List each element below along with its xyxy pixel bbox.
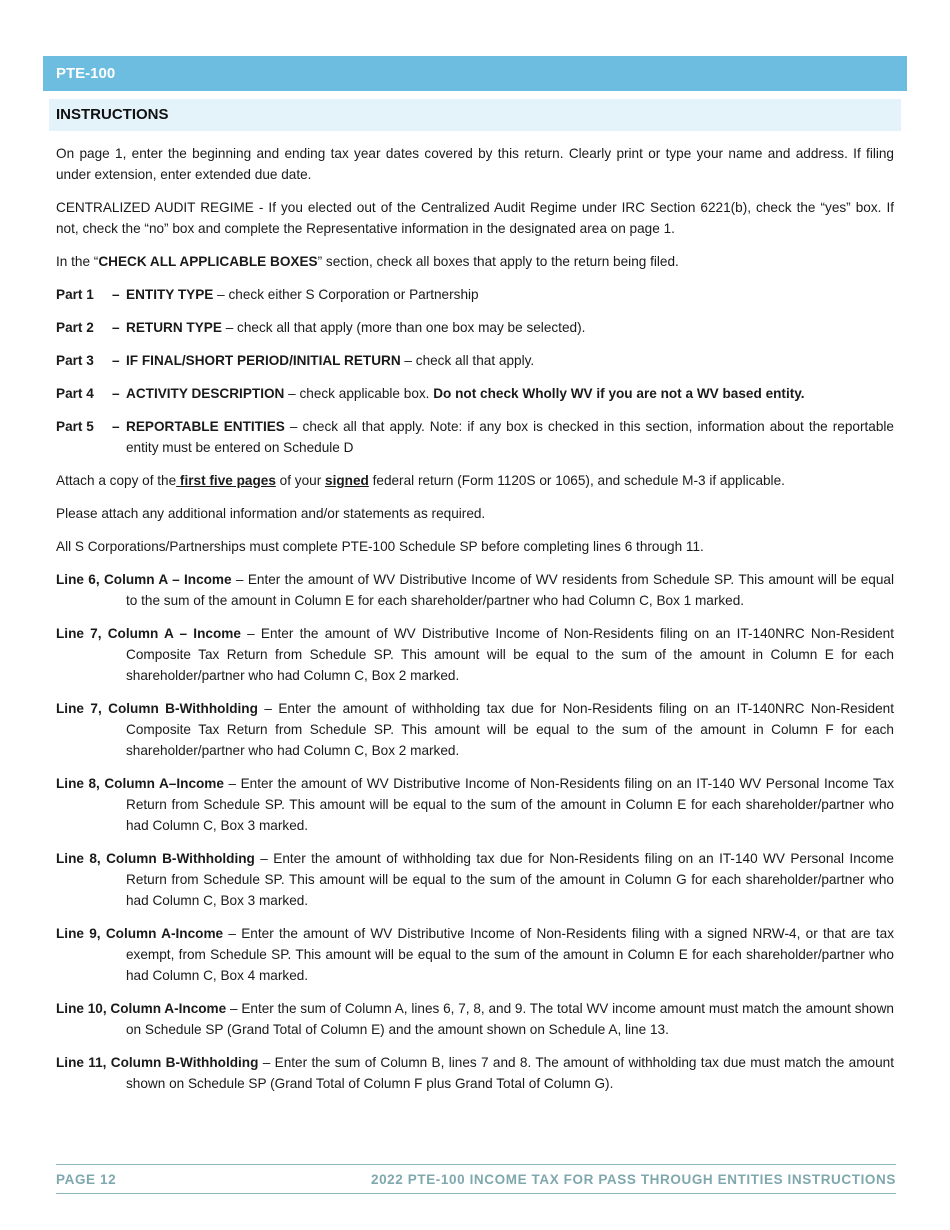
line-7a-instruction xyxy=(56,623,894,686)
line-10-instruction xyxy=(56,998,894,1040)
part-number: Part 3 xyxy=(56,353,94,368)
line-label: Line 7, Column B-Withholding xyxy=(56,701,258,716)
part-title: REPORTABLE ENTITIES xyxy=(126,419,285,434)
page-footer xyxy=(56,1164,896,1194)
intro-paragraph-audit-regime: CENTRALIZED AUDIT REGIME - If you elected out of the Centralized Audit Regime under IRC Section 6221(b), check the “yes” box. If not, check the “no” box and complete the Representative information in the designated area on page 1. xyxy=(56,200,894,236)
part-description xyxy=(126,383,894,404)
signed-emphasis: signed xyxy=(325,473,369,488)
text-span: In the “ xyxy=(56,254,99,269)
page-number: PAGE 12 xyxy=(56,1171,117,1187)
part-description xyxy=(126,284,894,305)
text-span: federal return (Form 1120S or 1065), and schedule M-3 if applicable. xyxy=(368,473,785,488)
form-id: PTE-100 xyxy=(56,65,116,82)
line-label: Line 10, Column A-Income xyxy=(56,1001,227,1016)
line-7b-instruction xyxy=(56,698,894,761)
part-text: – check all that apply. xyxy=(400,353,535,368)
part-number: Part 2 xyxy=(56,320,94,335)
line-text: – Enter the amount of WV Distributive Income of Non-Residents filing on an IT-140 WV Personal Income Tax Return from Schedule SP. This amount will be equal to the sum of the amount in Column E for each shareholder/partner who had Column C, Box 3 marked. xyxy=(126,776,894,833)
line-label: Line 6, Column A – Income xyxy=(56,572,232,587)
line-text: – Enter the amount of WV Distributive Income of Non-Residents filing with a signed NRW-4, or that are tax exempt, from Schedule SP. This amount will be equal to the sum of the amount in Column E for each shareholder/partner who had Column C, Box 4 marked. xyxy=(126,926,894,983)
part-1 xyxy=(56,284,894,305)
line-text: – Enter the sum of Column A, lines 6, 7, 8, and 9. The total WV income amount must match the amount shown on Schedule SP (Grand Total of Column E) and the amount shown on Schedule A, line 13. xyxy=(126,1001,894,1037)
part-number: Part 4 xyxy=(56,386,94,401)
line-label: Line 8, Column A–Income xyxy=(56,776,224,791)
part-4 xyxy=(56,383,894,404)
part-2 xyxy=(56,317,894,338)
intro-paragraph-check-boxes xyxy=(56,251,894,272)
attach-federal-return-paragraph xyxy=(56,470,894,491)
part-dash: – xyxy=(112,419,120,434)
text-span: ” section, check all boxes that apply to the return being filed. xyxy=(317,254,679,269)
line-text: – Enter the amount of withholding tax due for Non-Residents filing on an IT-140NRC Non-Resident Composite Tax Return from Schedule SP. This amount will be equal to the sum of the amount in Column F for each shareholder/partner who had Column C, Box 2 marked. xyxy=(126,701,895,758)
part-number: Part 1 xyxy=(56,287,94,302)
part-title: ACTIVITY DESCRIPTION xyxy=(126,386,285,401)
line-6-instruction xyxy=(56,569,894,611)
line-text: – Enter the amount of WV Distributive Income of Non-Residents filing on an IT-140NRC Non-Resident Composite Tax Return from Schedule SP. This amount will be equal to the sum of the amount in Column E for each shareholder/partner who had Column C, Box 2 marked. xyxy=(126,626,894,683)
line-8b-instruction xyxy=(56,848,894,911)
part-title: IF FINAL/SHORT PERIOD/INITIAL RETURN xyxy=(126,353,401,368)
part-text: – check all that apply. Note: if any box is checked in this section, information about the reportable entity must be entered on Schedule D xyxy=(126,419,894,455)
part-5 xyxy=(56,416,894,458)
section-title: INSTRUCTIONS xyxy=(56,106,169,123)
text-span: of your xyxy=(275,473,326,488)
part-description xyxy=(126,317,894,338)
part-text: – check applicable box. xyxy=(284,386,434,401)
additional-info-paragraph: Please attach any additional information and/or statements as required. xyxy=(56,506,486,521)
line-label: Line 7, Column A – Income xyxy=(56,626,241,641)
part-description xyxy=(126,416,894,458)
part-number: Part 5 xyxy=(56,419,94,434)
part-dash: – xyxy=(112,320,120,335)
part-3 xyxy=(56,350,894,371)
first-five-pages-emphasis: first five pages xyxy=(176,473,276,488)
intro-paragraph-dates: On page 1, enter the beginning and ending tax year dates covered by this return. Clearly print or type your name and address. If filing under extension, enter extended due date. xyxy=(56,146,894,182)
line-label: Line 8, Column B-Withholding xyxy=(56,851,255,866)
line-text: – Enter the amount of WV Distributive Income of WV residents from Schedule SP. This amount will be equal to the sum of the amount in Column E for each shareholder/partner who had Column C, Box 1 marked. xyxy=(126,572,894,608)
part-title: RETURN TYPE xyxy=(126,320,222,335)
footer-title: 2022 PTE-100 INCOME TAX FOR PASS THROUGH ENTITIES INSTRUCTIONS xyxy=(370,1171,896,1187)
part-text: – check all that apply (more than one box may be selected). xyxy=(221,320,586,335)
section-title-banner xyxy=(49,99,901,131)
line-8a-instruction xyxy=(56,773,894,836)
text-span: Attach a copy of the xyxy=(56,473,177,488)
schedule-sp-paragraph: All S Corporations/Partnerships must complete PTE-100 Schedule SP before completing lines 6 through 11. xyxy=(56,539,704,554)
part-description xyxy=(126,350,894,371)
line-label: Line 9, Column A-Income xyxy=(56,926,224,941)
part-title: ENTITY TYPE xyxy=(126,287,214,302)
line-11-instruction xyxy=(56,1052,894,1094)
line-9-instruction xyxy=(56,923,894,986)
line-label: Line 11, Column B-Withholding xyxy=(56,1055,259,1070)
part-dash: – xyxy=(112,386,120,401)
part-dash: – xyxy=(112,353,120,368)
form-id-banner xyxy=(43,56,907,91)
instructions-body xyxy=(56,143,894,1106)
part-text: – check either S Corporation or Partnership xyxy=(213,287,479,302)
part-dash: – xyxy=(112,287,120,302)
part-bold-note: Do not check Wholly WV if you are not a WV based entity. xyxy=(433,386,805,401)
line-text: – Enter the amount of withholding tax due for Non-Residents filing on an IT-140 WV Personal Income Return from Schedule SP. This amount will be equal to the sum of the amount in Column G for each shareholder/partner who had Column C, Box 3 marked. xyxy=(126,851,894,908)
check-all-boxes-emphasis: CHECK ALL APPLICABLE BOXES xyxy=(98,254,318,269)
line-text: – Enter the sum of Column B, lines 7 and 8. The amount of withholding tax due must match the amount shown on Schedule SP (Grand Total of Column F plus Grand Total of Column G). xyxy=(126,1055,894,1091)
